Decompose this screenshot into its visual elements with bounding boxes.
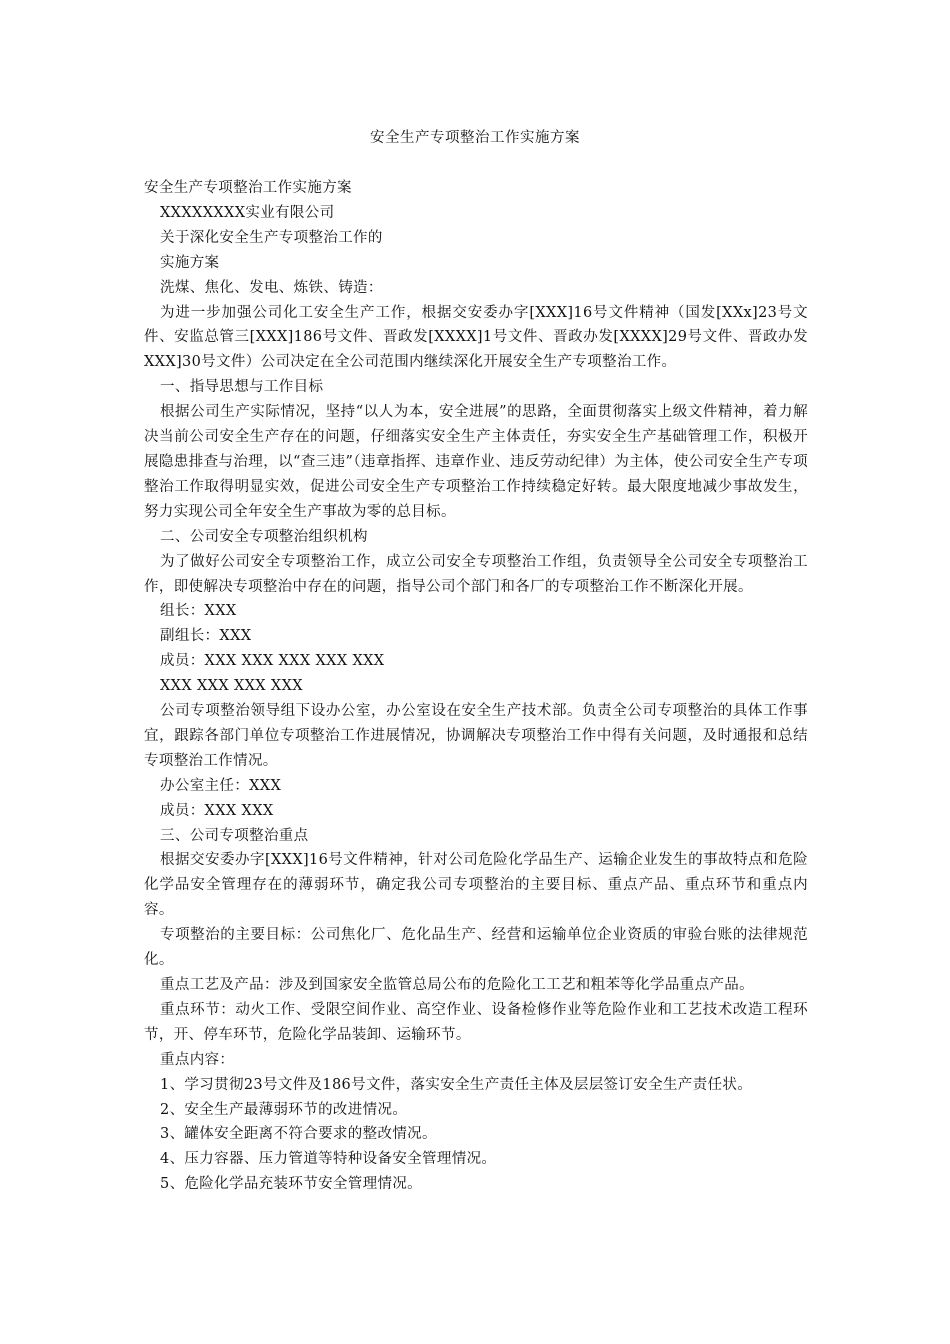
paragraph: 实施方案	[160, 254, 220, 271]
paragraph: 为了做好公司安全专项整治工作，成立公司安全专项整治工作组，负责领导全公司安全专项整治工作，即使解决专项整治中存在的问题，指导公司个部门和各厂的专项整治工作不断深化开展。	[144, 553, 808, 595]
list-item: 3、罐体安全距离不符合要求的整改情况。	[160, 1126, 437, 1143]
paragraph: 安全生产专项整治工作实施方案	[144, 180, 352, 196]
roster-line: 组长：XXX	[160, 603, 237, 620]
paragraph: 重点环节：动火工作、受限空间作业、高空作业、设备检修作业等危险作业和工艺技术改造工程环节，开、停车环节，危险化学品装卸、运输环节。	[144, 1001, 808, 1043]
roster-line: 成员：XXX XXX XXX XXX XXX	[160, 653, 385, 670]
paragraph: 公司专项整治领导组下设办公室，办公室设在安全生产技术部。负责全公司专项整治的具体工作事宜，跟踪各部门单位专项整治工作进展情况，协调解决专项整治工作中得有关问题，及时通报和总结专项整治工作情况。	[144, 703, 808, 769]
document-body	[144, 176, 808, 1197]
roster-line: 成员：XXX XXX	[160, 802, 274, 819]
list-item: 1、学习贯彻23号文件及186号文件，落实安全生产责任主体及层层签订安全生产责任状。	[160, 1076, 753, 1093]
roster-line: 副组长：XXX	[160, 628, 252, 645]
paragraph: 为进一步加强公司化工安全生产工作，根据交安委办字[XXX]16号文件精神（国发[XXx]23号文件、安监总管三[XXX]186号文件、晋政发[XXXX]1号文件、晋政办发[XXXX]29号文件、晋政办发XXX]30号文件）公司决定在全公司范围内继续深化开展安全生产专项整治工作。	[144, 304, 808, 371]
paragraph: 根据公司生产实际情况，坚持“以人为本，安全进展”的思路，全面贯彻落实上级文件精神，着力解决当前公司安全生产存在的问题，仔细落实安全生产主体责任，夯实安全生产基础管理工作，积极开展隐患排查与治理，以“查三违”（违章指挥、违章作业、违反劳动纪律）为主体，使公司安全生产专项整治工作取得明显实效，促进公司安全生产专项整治工作持续稳定好转。最大限度地减少事故发生，努力实现公司全年安全生产事故为零的总目标。	[144, 404, 808, 520]
roster-line: XXX XXX XXX XXX	[160, 678, 303, 695]
document-title: 安全生产专项整治工作实施方案	[370, 130, 580, 146]
paragraph: 关于深化安全生产专项整治工作的	[160, 229, 383, 246]
list-item: 2、安全生产最薄弱环节的改进情况。	[160, 1101, 408, 1118]
section-heading: 一、指导思想与工作目标	[160, 379, 324, 396]
paragraph: 重点工艺及产品：涉及到国家安全监管总局公布的危险化工工艺和粗苯等化学品重点产品。	[160, 977, 754, 993]
company-name: XXXXXXXX实业有限公司	[160, 204, 335, 221]
roster-line: 办公室主任：XXX	[160, 777, 282, 794]
recipients-line: 洗煤、焦化、发电、炼铁、铸造：	[160, 279, 383, 296]
section-heading: 二、公司安全专项整治组织机构	[160, 528, 368, 545]
paragraph: 专项整治的主要目标：公司焦化厂、危化品生产、经营和运输单位企业资质的审验台账的法律规范化。	[144, 927, 808, 969]
paragraph: 重点内容：	[160, 1051, 235, 1068]
list-item: 5、危险化学品充装环节安全管理情况。	[160, 1176, 423, 1193]
paragraph: 根据交安委办字[XXX]16号文件精神，针对公司危险化学品生产、运输企业发生的事故特点和危险化学品安全管理存在的薄弱环节，确定我公司专项整治的主要目标、重点产品、重点环节和重点内容。	[144, 852, 808, 919]
list-item: 4、压力容器、压力管道等特种设备安全管理情况。	[160, 1151, 497, 1168]
section-heading: 三、公司专项整治重点	[160, 827, 309, 844]
